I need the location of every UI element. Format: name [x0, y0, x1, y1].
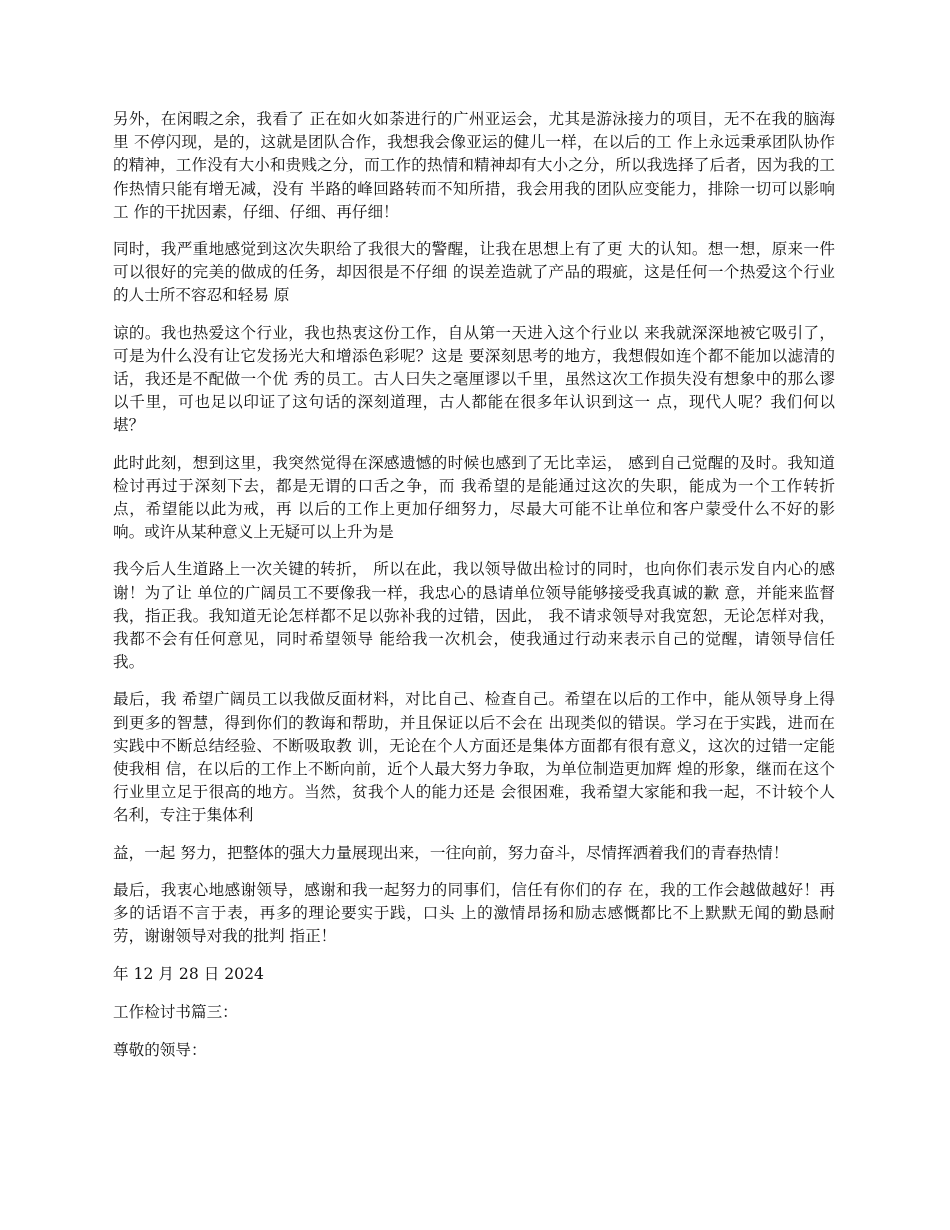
section-heading: 工作检讨书篇三：: [113, 1002, 238, 1021]
paragraph-reflection: 此时此刻，想到这里，我突然觉得在深感遗憾的时候也感到了无比幸运， 感到自己觉醒的及时。我知道检讨再过于深刻下去，都是无谓的口舌之争，而 我希望的是能通过这次的失职，能成为一个工作转折点，希望能以此为戒，再 以后的工作上更加仔细努力，尽最大可能不让单位和客户蒙受什么不好的影 响。或许从某种意义上无疑可以上升为是: [113, 453, 835, 542]
salutation: 尊敬的领导：: [113, 1040, 207, 1059]
paragraph-awareness: 同时，我严重地感觉到这次失职给了我很大的警醒，让我在思想上有了更 大的认知。想一想，原来一件可以很好的完美的做成的任务，却因很是不仔细 的误差造就了产品的瑕疵，这是任何一个热爱这个行业的人士所不容忍和轻易 原: [113, 240, 835, 305]
paragraph-hope: 最后，我 希望广阔员工以我做反面材料，对比自己、检查自己。希望在以后的工作中，能从领导身上得到更多的智慧，得到你们的教诲和帮助，并且保证以后不会在 出现类似的错误。学习在于实践，进而在实践中不断总结经验、不断吸取教 训，无论在个人方面还是集体方面都有很有意义，这次的过错一定能使我相 信，在以后的工作上不断向前，近个人最大努力争取，为单位制造更加辉 煌的形象，继而在这个行业里立足于很高的地方。当然，贫我个人的能力还是 会很困难，我希望大家能和我一起，不计较个人名利，专注于集体利: [113, 690, 835, 825]
paragraph-collective: 益，一起 努力，把整体的强大力量展现出来，一往向前，努力奋斗，尽情挥洒着我们的青春热情！: [113, 843, 789, 862]
paragraph-thanks: 最后，我衷心地感谢领导，感谢和我一起努力的同事们，信任有你们的存 在，我的工作会越做越好！再多的话语不言于表，再多的理论要实于践，口头 上的激情昂扬和励志感慨都比不上默默无闻的勤恳耐劳，谢谢领导对我的批判 指正！: [113, 880, 835, 946]
document-page: [113, 108, 835, 1077]
paragraph-turning-point: 我今后人生道路上一次关键的转折， 所以在此，我以领导做出检讨的同时，也向你们表示发自内心的感谢！为了让 单位的广阔员工不要像我一样，我忠心的恳请单位领导能够接受我真诚的歉 意，并能来监督我，指正我。我知道无论怎样都不足以弥补我的过错，因此， 我不请求领导对我宽恕，无论怎样对我，我都不会有任何意见，同时希望领导 能给我一次机会，使我通过行动来表示自己的觉醒，请领导信任我。: [113, 560, 835, 672]
paragraph-teamwork: 另外，在闲暇之余，我看了 正在如火如荼进行的广州亚运会，尤其是游泳接力的项目，无不在我的脑海里 不停闪现，是的，这就是团队合作，我想我会像亚运的健儿一样，在以后的工 作上永远秉承团队协作的精神，工作没有大小和贵贱之分，而工作的热情和精神却有大小之分，所以我选择了后者，因为我的工作热情只能有增无减，没有 半路的峰回路转而不知所措，我会用我的团队应变能力，排除一切可以影响工 作的干扰因素，仔细、仔细、再仔细！: [113, 110, 835, 221]
paragraph-love-industry: 谅的。我也热爱这个行业，我也热衷这份工作，自从第一天进入这个行业以 来我就深深地被它吸引了，可是为什么没有让它发扬光大和增添色彩呢？这是 要深刻思考的地方，我想假如连个都不能加以滤清的话，我还是不配做一个优 秀的员工。古人曰失之毫厘谬以千里，虽然这次工作损失没有想象中的那么谬 以千里，可也足以印证了这句话的深刻道理，古人都能在很多年认识到这一 点，现代人呢？我们何以堪？: [113, 323, 835, 435]
date-line: 年 12 月 28 日 2024: [113, 964, 264, 983]
